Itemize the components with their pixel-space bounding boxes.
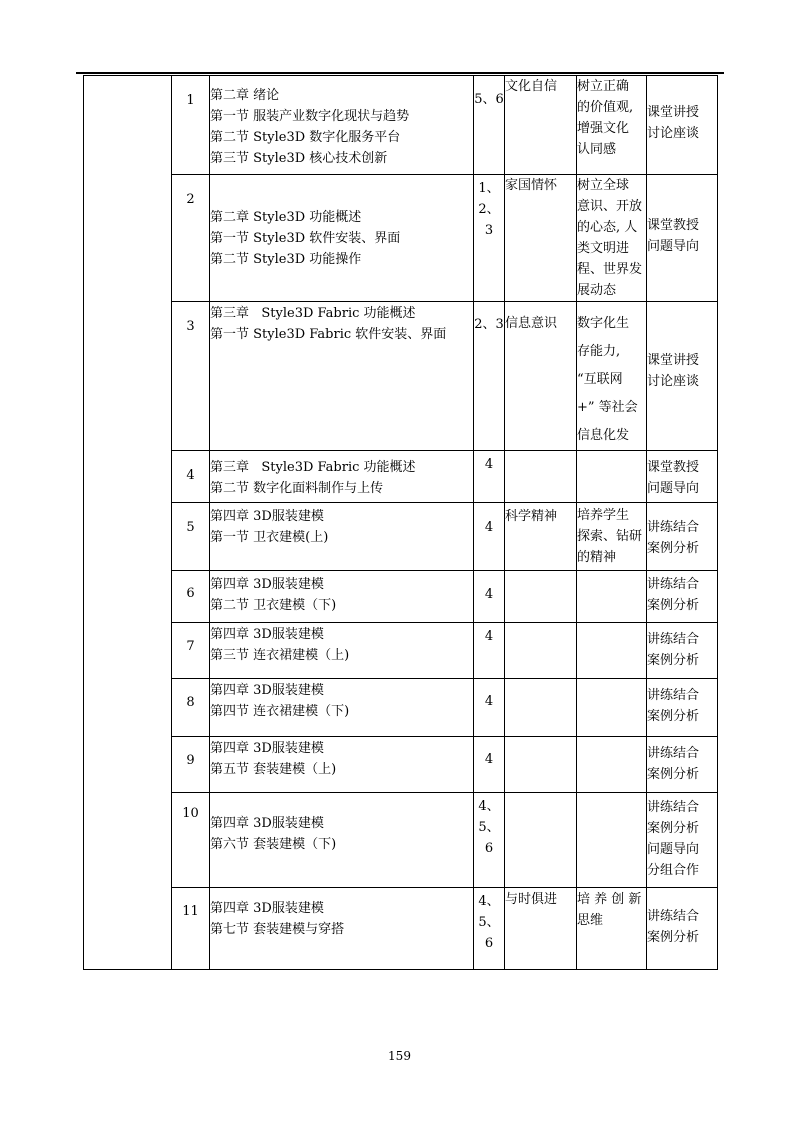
hours-text: 3 [484, 223, 494, 238]
table-row [84, 175, 718, 302]
merged-blank-cell [84, 76, 172, 970]
table-row [84, 76, 718, 175]
row-number: 1 [186, 93, 195, 108]
table-row [84, 571, 718, 623]
content-line: 第六节 套装建模（下) [210, 837, 337, 852]
goal-line: 数字化生 [577, 316, 630, 331]
hours-text: 6 [484, 841, 494, 856]
goal-line: 的价值观, [577, 100, 634, 115]
hours-text: 4、5、 [478, 894, 500, 930]
hours-text: 1、2、 [478, 181, 500, 217]
ideology-point: 与时俱进 [505, 892, 558, 907]
goal-line: 培养学生 [577, 508, 630, 523]
goal-line: 思维 [577, 913, 604, 928]
header-rule [76, 72, 724, 74]
method-line: 问题导向 [647, 239, 700, 254]
method-line: 讨论座谈 [647, 126, 700, 141]
goal-line: 信息化发 [577, 428, 630, 443]
hours-text: 4 [484, 629, 494, 644]
method-line: 课堂讲授 [647, 105, 700, 120]
content-line: 第四章 3D服装建模 [210, 901, 324, 916]
goal-line: 展动态 [577, 283, 617, 298]
content-line: 第二章 Style3D 功能概述 [210, 210, 362, 225]
table-row [84, 623, 718, 679]
content-line: 第四章 3D服装建模 [210, 577, 324, 592]
row-number: 4 [186, 468, 195, 483]
row-number: 8 [186, 695, 195, 710]
table-row [84, 503, 718, 571]
row-number: 3 [186, 319, 195, 334]
method-line: 问题导向 [647, 842, 700, 857]
content-line: 第一节 服装产业数字化现状与趋势 [210, 109, 410, 124]
row-number: 5 [186, 520, 195, 535]
content-line: 第二节 卫衣建模（下) [210, 598, 337, 613]
method-line: 讲练结合 [647, 577, 700, 592]
row-number: 2 [186, 192, 195, 207]
goal-line: 增强文化 [577, 121, 630, 136]
content-line: 第三节 Style3D 核心技术创新 [210, 151, 388, 166]
row-number: 9 [186, 753, 195, 768]
method-line: 分组合作 [647, 863, 700, 878]
method-line: 讲练结合 [647, 800, 700, 815]
content-line: 第四章 3D服装建模 [210, 509, 324, 524]
content-line: 第一节 卫衣建模(上) [210, 530, 329, 545]
hours-text: 4 [484, 587, 494, 602]
table-row [84, 302, 718, 451]
goal-line: 存能力, [577, 344, 621, 359]
content-line: 第一节 Style3D Fabric 软件安装、界面 [210, 327, 447, 342]
content-line: 第三章 Style3D Fabric 功能概述 [210, 460, 416, 475]
method-line: 案例分析 [647, 598, 700, 613]
method-line: 案例分析 [647, 709, 700, 724]
content-line: 第四章 3D服装建模 [210, 627, 324, 642]
content-line: 第二节 Style3D 功能操作 [210, 252, 362, 267]
content-line: 第二节 Style3D 数字化服务平台 [210, 130, 401, 145]
method-line: 课堂教授 [647, 218, 700, 233]
goal-line: 类文明进 [577, 241, 630, 256]
method-line: 讲练结合 [647, 520, 700, 535]
content-line: 第四章 3D服装建模 [210, 683, 324, 698]
method-line: 讲练结合 [647, 909, 700, 924]
method-line: 讲练结合 [647, 746, 700, 761]
hours-text: 4 [484, 694, 494, 709]
ideology-point: 家国情怀 [505, 178, 558, 193]
method-line: 课堂讲授 [647, 353, 700, 368]
goal-line: 认同感 [577, 142, 617, 157]
content-line: 第二章 绪论 [210, 88, 280, 103]
syllabus-table [83, 75, 718, 970]
ideology-point: 信息意识 [505, 316, 558, 331]
row-number: 10 [182, 806, 199, 821]
hours-text: 4、5、 [478, 799, 500, 835]
row-number: 6 [186, 586, 195, 601]
content-line: 第一节 Style3D 软件安装、界面 [210, 231, 401, 246]
content-line: 第三节 连衣裙建模（上) [210, 648, 350, 663]
ideology-point: 科学精神 [505, 509, 558, 524]
goal-line: “互联网 [577, 372, 623, 387]
content-line: 第五节 套装建模（上) [210, 762, 337, 777]
method-line: 讲练结合 [647, 632, 700, 647]
method-line: 课堂教授 [647, 460, 700, 475]
content-line: 第七节 套装建模与穿搭 [210, 922, 345, 937]
method-line: 问题导向 [647, 481, 700, 496]
hours-text: 4 [484, 457, 494, 472]
row-number: 7 [186, 639, 195, 654]
hours-text: 5、6 [474, 92, 504, 107]
content-line: 第四节 连衣裙建模（下) [210, 704, 350, 719]
goal-line: 程、世界发 [577, 262, 643, 277]
method-line: 案例分析 [647, 767, 700, 782]
goal-line: 探索、钻研 [577, 529, 643, 544]
row-number: 11 [182, 904, 199, 919]
table-row [84, 451, 718, 503]
goal-line: 的精神 [577, 550, 617, 565]
goal-line: 培 养 创 新 [577, 892, 642, 907]
ideology-point: 文化自信 [505, 79, 558, 94]
goal-line: 树立正确 [577, 79, 630, 94]
table-row [84, 793, 718, 888]
content-line: 第四章 3D服装建模 [210, 816, 324, 831]
goal-line: +” 等社会 [577, 400, 638, 415]
goal-line: 的心态, 人 [577, 220, 638, 235]
method-line: 讲练结合 [647, 688, 700, 703]
method-line: 案例分析 [647, 930, 700, 945]
hours-text: 2、3 [474, 317, 504, 332]
content-line: 第三章 Style3D Fabric 功能概述 [210, 306, 416, 321]
goal-line: 树立全球 [577, 178, 630, 193]
table-row [84, 737, 718, 793]
method-line: 案例分析 [647, 541, 700, 556]
page-number: 159 [388, 1049, 411, 1063]
hours-text: 4 [484, 752, 494, 767]
table-row [84, 888, 718, 970]
table-row [84, 679, 718, 737]
hours-text: 6 [484, 936, 494, 951]
content-line: 第四章 3D服装建模 [210, 741, 324, 756]
goal-line: 意识、开放 [577, 199, 643, 214]
content-line: 第二节 数字化面料制作与上传 [210, 481, 384, 496]
method-line: 案例分析 [647, 821, 700, 836]
hours-text: 4 [484, 520, 494, 535]
method-line: 案例分析 [647, 653, 700, 668]
method-line: 讨论座谈 [647, 374, 700, 389]
